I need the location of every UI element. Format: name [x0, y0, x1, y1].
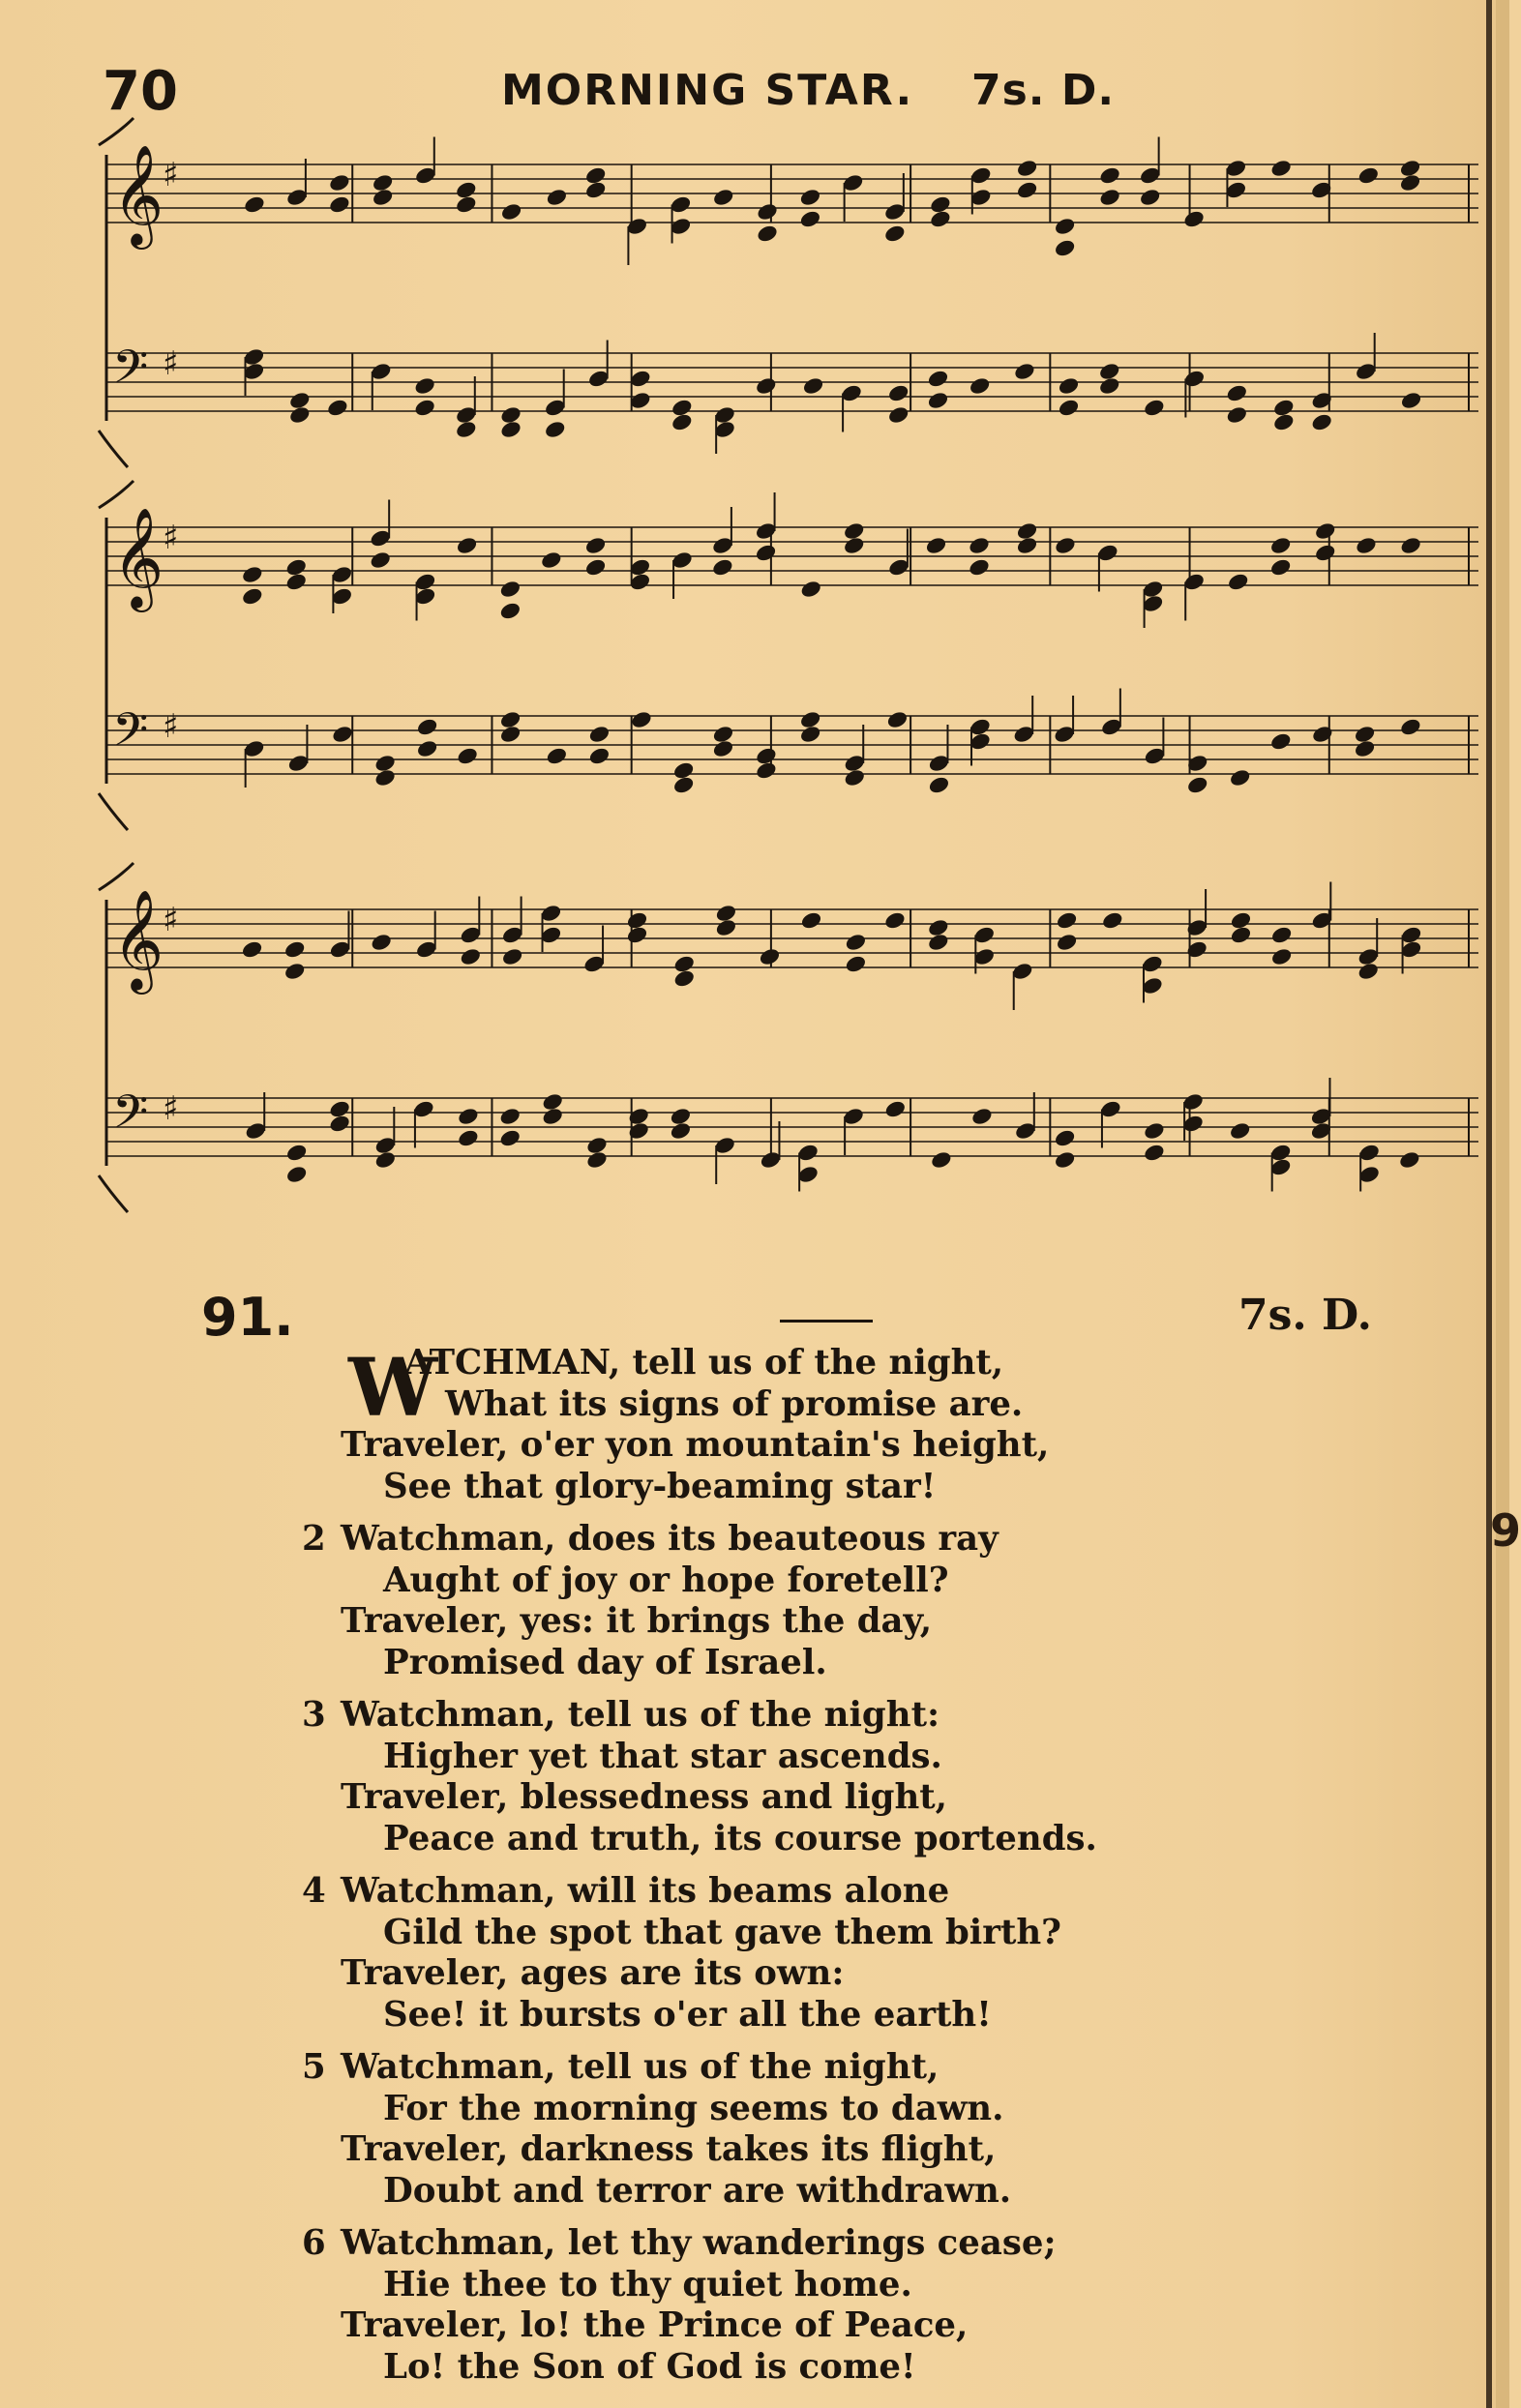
verse-line [290, 2047, 1258, 2089]
verse-line-text: Watchman, tell us of the night, [341, 2047, 939, 2087]
note-head [413, 398, 436, 418]
note-head [968, 557, 991, 578]
note-head [1098, 165, 1121, 186]
note-head [1139, 187, 1162, 207]
note-head [1399, 535, 1422, 555]
bracket-hook [99, 793, 128, 830]
note-head [1399, 717, 1422, 737]
sharp-icon: ♯ [163, 519, 179, 557]
note-head [930, 1149, 953, 1170]
note-head [545, 746, 568, 766]
verse-3 [290, 1695, 1258, 1859]
verse-5 [290, 2047, 1258, 2212]
note-head [541, 1106, 564, 1126]
note-head [929, 209, 952, 229]
note-head [459, 946, 482, 966]
note-head [755, 375, 778, 396]
note-head [283, 961, 307, 981]
note-head [1143, 1143, 1166, 1163]
note-head [929, 194, 952, 215]
note-head [1054, 1128, 1077, 1148]
note-head [1016, 180, 1039, 200]
note-head [455, 419, 478, 439]
note-head [544, 419, 567, 439]
note-head [455, 194, 478, 215]
note-head [927, 932, 950, 952]
note-head [799, 579, 822, 599]
note-head [456, 746, 479, 766]
verse-line [290, 2223, 1258, 2265]
verse-line: Traveler, darkness takes its flight, [341, 2129, 997, 2169]
verse-line-text: Watchman, does its beauteous ray [341, 1519, 999, 1559]
note-head [1225, 383, 1248, 403]
tune-meter: 7s. D. [971, 66, 1116, 115]
note-head [1270, 925, 1294, 945]
note-head [1269, 557, 1293, 578]
note-head [798, 209, 821, 229]
note-head [885, 709, 909, 729]
note-head [630, 709, 653, 729]
note-head [584, 535, 608, 555]
note-head [584, 180, 608, 200]
note-head [758, 946, 781, 966]
note-head [331, 724, 354, 744]
note-head [498, 601, 522, 621]
note-head [1357, 961, 1380, 981]
note-head [625, 925, 648, 945]
note-head [970, 1106, 994, 1126]
note-head [1270, 946, 1294, 966]
note-head [799, 709, 822, 729]
verse-line: Traveler, lo! the Prince of Peace, [341, 2305, 969, 2345]
note-head [243, 194, 266, 215]
note-head [1098, 187, 1121, 207]
note-head [887, 383, 910, 403]
verse-line: Hie thee to thy quiet home. [383, 2264, 912, 2304]
verse-number: 5 [302, 2047, 326, 2087]
note-head [1269, 535, 1293, 555]
note-head [672, 968, 696, 989]
bass-clef-icon: 𝄢 [112, 1085, 149, 1150]
note-head [499, 404, 522, 425]
note-head [1057, 375, 1080, 396]
verse-line: See that glory-beaming star! [383, 1466, 937, 1506]
note-head [672, 775, 696, 795]
note-head [584, 165, 608, 186]
verse-line: Traveler, blessedness and light, [341, 1777, 948, 1817]
note-head [498, 579, 522, 599]
note-head [843, 767, 866, 788]
note-head [284, 572, 308, 592]
note-head [1227, 572, 1250, 592]
note-head [499, 724, 522, 744]
note-head [1311, 724, 1334, 744]
note-head [416, 738, 439, 758]
note-head [1013, 361, 1036, 381]
sharp-icon: ♯ [163, 156, 179, 194]
note-head [798, 187, 821, 207]
note-head [926, 390, 949, 410]
verse-line-text: Watchman, will its beams alone [341, 1871, 950, 1911]
note-head [843, 535, 866, 555]
verse-line: What its signs of promise are. [445, 1383, 1024, 1424]
note-head [585, 1135, 609, 1155]
note-head [625, 910, 648, 931]
note-head [712, 187, 735, 207]
verse-line-text: Watchman, tell us of the night: [341, 1695, 940, 1735]
verse-4 [290, 1871, 1258, 2036]
verse-line: Traveler, yes: it brings the day, [341, 1601, 933, 1641]
verse-line: ATCHMAN, tell us of the night, [404, 1343, 1004, 1382]
hymn-number: 91. [201, 1287, 294, 1348]
verse-line: Doubt and terror are withdrawn. [383, 2170, 1012, 2211]
note-head [1400, 390, 1423, 410]
note-head [241, 939, 264, 960]
note-head [587, 746, 611, 766]
note-head [372, 187, 395, 207]
verse-number: 4 [302, 1871, 326, 1911]
note-head [455, 180, 478, 200]
verse-1 [290, 1343, 1258, 1507]
note-head [1229, 1120, 1252, 1141]
note-head [711, 724, 734, 744]
note-head [373, 767, 397, 788]
sharp-icon: ♯ [163, 901, 179, 939]
verse-line: Traveler, ages are its own: [341, 1953, 845, 1993]
note-head [883, 1099, 907, 1119]
verse-line [290, 1519, 1258, 1561]
verse-number: 3 [302, 1695, 326, 1735]
note-head [669, 1120, 692, 1141]
note-head [584, 557, 608, 578]
note-head [456, 535, 479, 555]
note-head [1229, 767, 1252, 788]
note-head [883, 910, 907, 931]
note-head [416, 717, 439, 737]
verse-6 [290, 2223, 1258, 2388]
bracket-hook [99, 431, 128, 467]
note-head [1186, 775, 1209, 795]
note-head [671, 398, 694, 418]
note-head [1057, 398, 1080, 418]
note-head [1357, 165, 1380, 186]
note-head [328, 172, 351, 193]
note-head [328, 1099, 351, 1119]
note-head [887, 404, 910, 425]
verse-line: Peace and truth, its course portends. [383, 1818, 1097, 1858]
note-head [288, 404, 312, 425]
note-head [799, 910, 822, 931]
bracket-hook [99, 118, 134, 145]
note-head [373, 1149, 397, 1170]
note-head [924, 535, 947, 555]
note-head [1015, 535, 1038, 555]
note-head [285, 1143, 309, 1163]
note-head [1229, 910, 1252, 931]
verse-line: For the morning seems to dawn. [383, 2088, 1004, 2128]
note-head [1269, 158, 1293, 178]
note-head [969, 375, 992, 396]
bracket-hook [99, 863, 134, 890]
note-head [755, 543, 778, 563]
note-head [844, 954, 867, 974]
note-head [756, 223, 779, 244]
treble-clef-icon: 𝄞 [112, 889, 164, 991]
note-head [1310, 412, 1333, 432]
note-head [927, 775, 950, 795]
note-head [1314, 520, 1337, 541]
note-head [369, 550, 392, 570]
note-head [283, 939, 307, 960]
sharp-icon: ♯ [163, 1089, 179, 1128]
heading-rule [780, 1320, 873, 1323]
bass-clef-icon: 𝄢 [112, 702, 149, 768]
verse-line: Promised day of Israel. [383, 1642, 827, 1682]
verse-line: See! it bursts o'er all the earth! [383, 1994, 992, 2035]
note-head [373, 753, 397, 773]
note-head [1399, 158, 1422, 178]
note-head [756, 201, 779, 222]
sharp-icon: ♯ [163, 707, 179, 746]
note-head [1054, 216, 1077, 236]
bracket-hook [99, 1175, 128, 1212]
note-head [1143, 1120, 1166, 1141]
note-head [883, 223, 907, 244]
note-head [500, 201, 523, 222]
note-head [1355, 535, 1378, 555]
note-head [1143, 398, 1166, 418]
note-head [540, 550, 563, 570]
note-head [288, 390, 312, 410]
verse-line [290, 1871, 1258, 1913]
verse-line: Higher yet that star ascends. [383, 1736, 942, 1776]
note-head [1225, 404, 1248, 425]
treble-clef-icon: 𝄞 [112, 507, 164, 609]
note-head [326, 398, 349, 418]
note-head [714, 917, 737, 937]
note-head [1272, 412, 1296, 432]
note-head [498, 1128, 522, 1148]
note-head [1098, 375, 1121, 396]
note-head [1399, 172, 1422, 193]
note-head [1056, 910, 1079, 931]
note-head [1354, 724, 1377, 744]
note-head [755, 760, 778, 781]
note-head [413, 375, 436, 396]
note-head [587, 724, 611, 744]
verse-line: Lo! the Son of God is come! [383, 2346, 916, 2387]
note-head [501, 946, 524, 966]
next-page-fragment: 9 [1490, 1504, 1521, 1557]
note-head [1098, 361, 1121, 381]
note-head [545, 187, 568, 207]
bracket-hook [99, 481, 134, 508]
note-head [1182, 209, 1206, 229]
note-head [1054, 1149, 1077, 1170]
note-head [844, 932, 867, 952]
note-head [671, 412, 694, 432]
note-head [1016, 158, 1039, 178]
note-head [802, 375, 825, 396]
note-head [672, 760, 696, 781]
note-head [457, 1128, 480, 1148]
note-head [711, 557, 734, 578]
verse-line: Gild the spot that gave them birth? [383, 1912, 1061, 1952]
verse-line: Traveler, o'er yon mountain's height, [341, 1425, 1050, 1465]
note-head [1272, 398, 1296, 418]
note-head [541, 1091, 564, 1112]
hymn-meter: 7s. D. [1238, 1291, 1372, 1340]
note-head [1054, 238, 1077, 258]
note-head [1354, 738, 1377, 758]
note-head [926, 369, 949, 389]
hymn-text [290, 1343, 1258, 2399]
note-head [927, 917, 950, 937]
note-head [370, 932, 393, 952]
note-head [1269, 731, 1293, 752]
note-head [1056, 932, 1079, 952]
drop-capital: W [348, 1342, 438, 1435]
note-head [1398, 1149, 1421, 1170]
note-head [1054, 535, 1077, 555]
tune-title: MORNING STAR. [501, 66, 914, 115]
note-head [711, 738, 734, 758]
sharp-icon: ♯ [163, 344, 179, 383]
note-head [1015, 520, 1038, 541]
treble-clef-icon: 𝄞 [112, 144, 164, 246]
note-head [714, 903, 737, 923]
verse-number: 2 [302, 1519, 326, 1559]
verse-line: Aught of joy or hope foretell? [383, 1560, 949, 1600]
note-head [372, 172, 395, 193]
note-head [1229, 925, 1252, 945]
note-head [1314, 543, 1337, 563]
page-number: 70 [103, 60, 178, 123]
note-head [498, 1106, 522, 1126]
note-head [1101, 910, 1124, 931]
note-head [669, 1106, 692, 1126]
note-head [285, 1164, 309, 1184]
note-head [457, 1106, 480, 1126]
note-head [968, 535, 991, 555]
note-head [284, 557, 308, 578]
verse-line-text: Watchman, let thy wanderings cease; [341, 2223, 1057, 2263]
verse-line [290, 1695, 1258, 1737]
note-head [499, 419, 522, 439]
verse-number: 6 [302, 2223, 326, 2263]
note-head [499, 709, 522, 729]
note-head [843, 520, 866, 541]
note-head [328, 194, 351, 215]
note-head [799, 724, 822, 744]
note-head [755, 746, 778, 766]
verse-2 [290, 1519, 1258, 1683]
note-head [241, 564, 264, 584]
note-head [241, 586, 264, 607]
note-head [328, 1114, 351, 1134]
note-head [672, 954, 696, 974]
note-head [585, 1149, 609, 1170]
bass-clef-icon: 𝄢 [112, 340, 149, 405]
